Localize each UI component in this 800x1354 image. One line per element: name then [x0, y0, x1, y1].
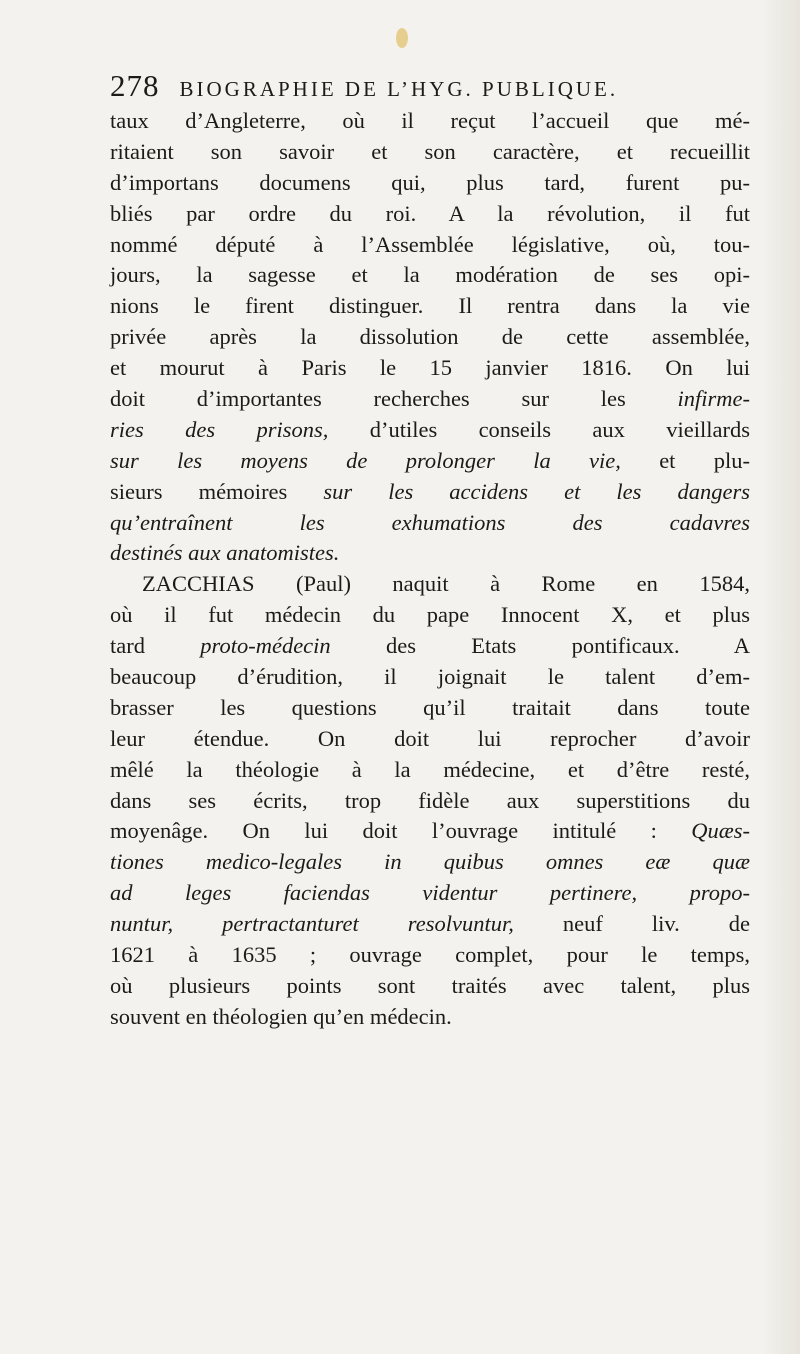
running-title: BIOGRAPHIE DE L’HYG. PUBLIQUE. — [179, 77, 619, 101]
text-line: et mourut à Paris le 15 janvier 1816. On lui — [110, 355, 750, 381]
text-line: sieurs mémoires sur les accidens et les dangers — [110, 478, 750, 504]
text-line: dans ses écrits, trop fidèle aux superstitions du — [110, 787, 750, 813]
text-line: sur les moyens de prolonger la vie, et plu- — [110, 447, 750, 473]
text-line: qu’entraînent les exhumations des cadavres — [110, 509, 750, 535]
text-line: mêlé la théologie à la médecine, et d’être resté, — [110, 756, 750, 782]
text-line: brasser les questions qu’il traitait dans toute — [110, 694, 750, 720]
text-line: leur étendue. On doit lui reprocher d’avoir — [110, 725, 750, 751]
text-line: taux d’Angleterre, où il reçut l’accueil que mé- — [110, 108, 750, 133]
text-line: tard proto-médecin des Etats pontificaux. A — [110, 633, 750, 659]
text-line: tiones medico-legales in quibus omnes eæ quæ — [110, 849, 750, 875]
text-line: destinés aux anatomistes. — [110, 540, 340, 566]
text-line: moyenâge. On lui doit l’ouvrage intitulé : Quæs- — [110, 818, 750, 844]
text-line: d’importans documens qui, plus tard, furent pu- — [110, 169, 750, 195]
text-line: ries des prisons, d’utiles conseils aux vieillards — [110, 416, 750, 442]
text-line: où plusieurs points sont traités avec talent, plus — [110, 972, 750, 998]
page-header — [110, 68, 750, 108]
text-line: jours, la sagesse et la modération de ses opi- — [110, 262, 750, 288]
text-line: souvent en théologien qu’en médecin. — [110, 1003, 452, 1029]
ornament-mark — [396, 28, 408, 48]
text-line: bliés par ordre du roi. A la révolution, il fut — [110, 200, 750, 226]
page-number: 278 — [110, 68, 160, 103]
text-line: nommé député à l’Assemblée législative, où, tou- — [110, 231, 750, 257]
text-line: ZACCHIAS (Paul) naquit à Rome en 1584, — [142, 571, 750, 597]
text-line: où il fut médecin du pape Innocent X, et plus — [110, 602, 750, 628]
text-line: privée après la dissolution de cette assemblée, — [110, 324, 750, 350]
body-text — [110, 106, 750, 1029]
text-line: nuntur, pertractanturet resolvuntur, neuf liv. de — [110, 911, 750, 937]
text-line: nions le firent distinguer. Il rentra dans la vie — [110, 293, 750, 319]
text-line: ritaient son savoir et son caractère, et recueillit — [110, 138, 750, 164]
page-edge-shadow — [762, 0, 800, 1354]
text-line: doit d’importantes recherches sur les infirme- — [110, 386, 750, 412]
text-line: ad leges faciendas videntur pertinere, propo- — [110, 880, 750, 906]
text-line: 1621 à 1635 ; ouvrage complet, pour le temps, — [110, 942, 750, 968]
text-line: beaucoup d’érudition, il joignait le talent d’em- — [110, 664, 750, 690]
